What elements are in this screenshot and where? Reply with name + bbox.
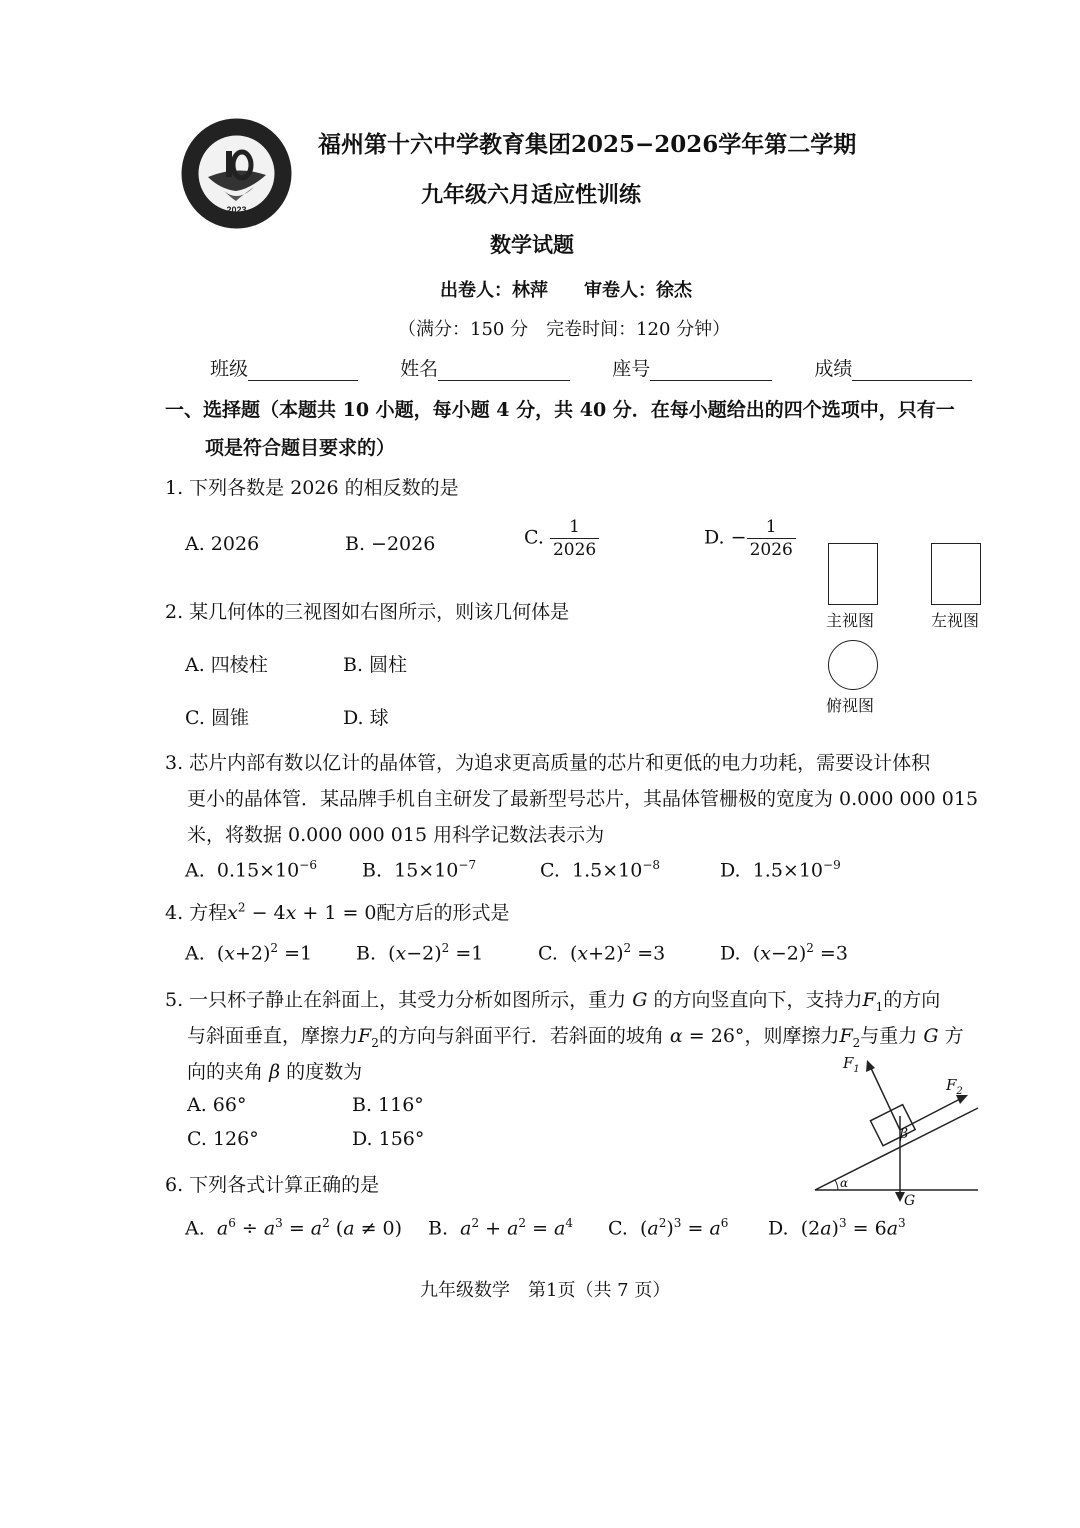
subject-title: 数学试题: [490, 232, 574, 257]
friction-force-arrow: [900, 1098, 962, 1130]
beta-label: β: [900, 1126, 909, 1142]
seat-label: 座号: [612, 358, 651, 380]
q5-stem-line2: 与斜面垂直，摩擦力$F_2$的方向与斜面平行．若斜面的坡角 α = 26°，则摩擦力$F_2$与重力 G 方: [187, 1025, 964, 1050]
q5-text: 的度数为: [286, 1061, 363, 1083]
q1-option-c: [524, 516, 599, 561]
q3-option-d-mantissa: 1.5×10: [752, 859, 824, 882]
q5-text: 的方向与斜面平行．若斜面的坡角: [378, 1025, 664, 1047]
q5-text: ，则摩擦力: [744, 1025, 840, 1047]
q3-option-b-mantissa: 15×10: [394, 859, 459, 882]
q4-stem: [165, 898, 510, 925]
score-field[interactable]: [852, 360, 972, 381]
alpha-label: α: [840, 1176, 849, 1190]
q5-option-b: B. 116°: [352, 1094, 424, 1116]
q1-option-a: A. 2026: [185, 533, 260, 555]
school-logo: [180, 117, 293, 230]
q4-equation: $x^2 - 4x + 1 = 0$: [227, 900, 377, 924]
f1-label: $F_1$: [843, 1054, 860, 1075]
q1-option-d-label: D.: [704, 526, 725, 549]
q4-option-a: A. $(x+2)^2 =1$: [185, 941, 313, 965]
q3-option-a-label: A.: [185, 859, 205, 882]
q5-option-a: A. 66°: [187, 1094, 247, 1116]
q3-stem-line1: 3. 芯片内部有数以亿计的晶体管，为追求更高质量的芯片和更低的电力功耗，需要设计体积: [165, 752, 931, 774]
fraction-numerator: 1: [569, 517, 580, 537]
q5-option-d: D. 156°: [352, 1128, 425, 1150]
form-row: [210, 354, 972, 381]
class-label: 班级: [210, 358, 249, 380]
q6-option-a: A. $a^6 \div a^3 = a^2$ (a ≠ 0): [185, 1216, 403, 1240]
q5-text: 5. 一只杯子静止在斜面上，其受力分析如图所示，重力: [165, 989, 627, 1011]
force-diagram: [810, 1050, 985, 1210]
left-view-rectangle: [931, 543, 981, 605]
q2-option-a: A. 四棱柱: [185, 654, 268, 676]
class-field[interactable]: [248, 360, 358, 381]
q2-option-d: D. 球: [343, 707, 389, 729]
q3-option-a-exponent: −6: [299, 858, 317, 872]
q3-option-d-label: D.: [720, 859, 741, 882]
q1-option-d: [704, 516, 796, 561]
q6-option-d-label: D.: [768, 1217, 789, 1240]
top-view-label: 俯视图: [826, 696, 875, 715]
q4-option-d-label: D.: [720, 942, 741, 965]
q2-option-b: B. 圆柱: [343, 654, 408, 676]
support-force-arrowhead: [866, 1060, 875, 1072]
q3-option-a: [185, 858, 317, 881]
section-heading: 一、选择题（本题共 10 小题，每小题 4 分，共 40 分．在每小题给出的四个选项中，只有一: [165, 399, 955, 421]
q6-option-d: D. $(2a)^3 = 6a^3$: [768, 1216, 906, 1240]
q6-option-c-label: C.: [608, 1217, 628, 1240]
front-view-label: 主视图: [826, 611, 875, 630]
q3-stem-line3: 米，将数据 0.000 000 015 用科学记数法表示为: [187, 824, 605, 846]
alpha-arc: [835, 1180, 838, 1190]
q6-option-b: B. $a^2 + a^2 = a^4$: [428, 1216, 574, 1240]
q5-text: 与重力: [860, 1025, 918, 1047]
q2-stem: 2. 某几何体的三视图如右图所示，则该几何体是: [165, 601, 570, 623]
exam-subtitle: 九年级六月适应性训练: [421, 182, 642, 208]
q3-option-d: [720, 858, 841, 881]
q6-stem: 6. 下列各式计算正确的是: [165, 1174, 380, 1196]
q3-option-b: [362, 858, 476, 881]
score-label: 成绩: [814, 358, 853, 380]
q4-option-c-label: C.: [538, 942, 558, 965]
q3-option-a-mantissa: 0.15×10: [216, 859, 300, 882]
q4-stem-suffix: 配方后的形式是: [376, 902, 510, 924]
q3-option-b-exponent: −7: [458, 858, 477, 872]
q4-stem-prefix: 4. 方程: [165, 902, 228, 924]
q5-text: 的方向: [883, 989, 941, 1011]
exam-title: 福州第十六中学教育集团2025−2026学年第二学期: [318, 131, 857, 158]
q3-option-d-exponent: −9: [823, 858, 841, 872]
q5-stem-line1: 5. 一只杯子静止在斜面上，其受力分析如图所示，重力 G 的方向竖直向下，支持力$F_1$的方向: [165, 989, 941, 1014]
q4-option-b-label: B.: [356, 942, 377, 965]
top-view-circle: [828, 640, 878, 690]
q6-option-a-label: A.: [185, 1217, 205, 1240]
exam-info: （满分：150 分 完卷时间：120 分钟）: [398, 319, 731, 340]
front-view-rectangle: [828, 543, 878, 605]
seat-field[interactable]: [650, 360, 772, 381]
q5-text: 与斜面垂直，摩擦力: [187, 1025, 359, 1047]
q4-option-b: B. $(x-2)^2 =1$: [356, 941, 484, 965]
q1-option-c-label: C.: [524, 526, 544, 549]
q3-option-c: [540, 858, 660, 881]
q5-text: 方: [944, 1025, 964, 1047]
q3-option-c-label: C.: [540, 859, 560, 882]
q4-option-a-label: A.: [185, 942, 205, 965]
section-heading-cont: 项是符合题目要求的）: [205, 437, 396, 459]
authors-line: 出卷人：林萍 审卷人：徐杰: [440, 280, 692, 301]
q5-stem-line3: 向的夹角 β 的度数为: [187, 1061, 363, 1083]
q6-option-c: C. $(a^2)^3 = a^6$: [608, 1216, 729, 1240]
f2-label: $F_2$: [946, 1076, 963, 1097]
q1-stem: 1. 下列各数是 2026 的相反数的是: [165, 477, 459, 499]
left-view-label: 左视图: [931, 611, 980, 630]
g-label: G: [904, 1193, 916, 1209]
q5-text: 的方向竖直向下，支持力: [653, 989, 863, 1011]
q5-text: 向的夹角: [187, 1061, 264, 1083]
q4-option-d: D. $(x-2)^2 =3$: [720, 941, 848, 965]
fraction-numerator: 1: [765, 517, 777, 537]
q3-stem-line2: 更小的晶体管．某品牌手机自主研发了最新型号芯片，其晶体管栅极的宽度为 0.000 000 015: [187, 788, 979, 810]
page-footer: 九年级数学 第1页（共 7 页）: [420, 1280, 671, 1301]
q3-option-c-exponent: −8: [642, 858, 661, 872]
q3-option-c-mantissa: 1.5×10: [572, 859, 643, 882]
q6-option-b-label: B.: [428, 1217, 449, 1240]
logo-year: 2023: [226, 205, 247, 215]
name-field[interactable]: [438, 360, 570, 381]
q4-option-c: C. $(x+2)^2 =3$: [538, 941, 666, 965]
q3-option-b-label: B.: [362, 859, 383, 882]
q2-option-c: C. 圆锥: [185, 707, 249, 729]
fraction-denominator: 2026: [550, 538, 599, 561]
q1-option-b: B. −2026: [345, 533, 436, 555]
q5-option-c: C. 126°: [187, 1128, 259, 1150]
name-label: 姓名: [400, 358, 439, 380]
q1-option-c-fraction: [550, 516, 599, 561]
fraction-denominator: 2026: [747, 538, 796, 561]
minus-sign: −: [730, 526, 747, 549]
q1-option-d-fraction: [747, 516, 796, 561]
